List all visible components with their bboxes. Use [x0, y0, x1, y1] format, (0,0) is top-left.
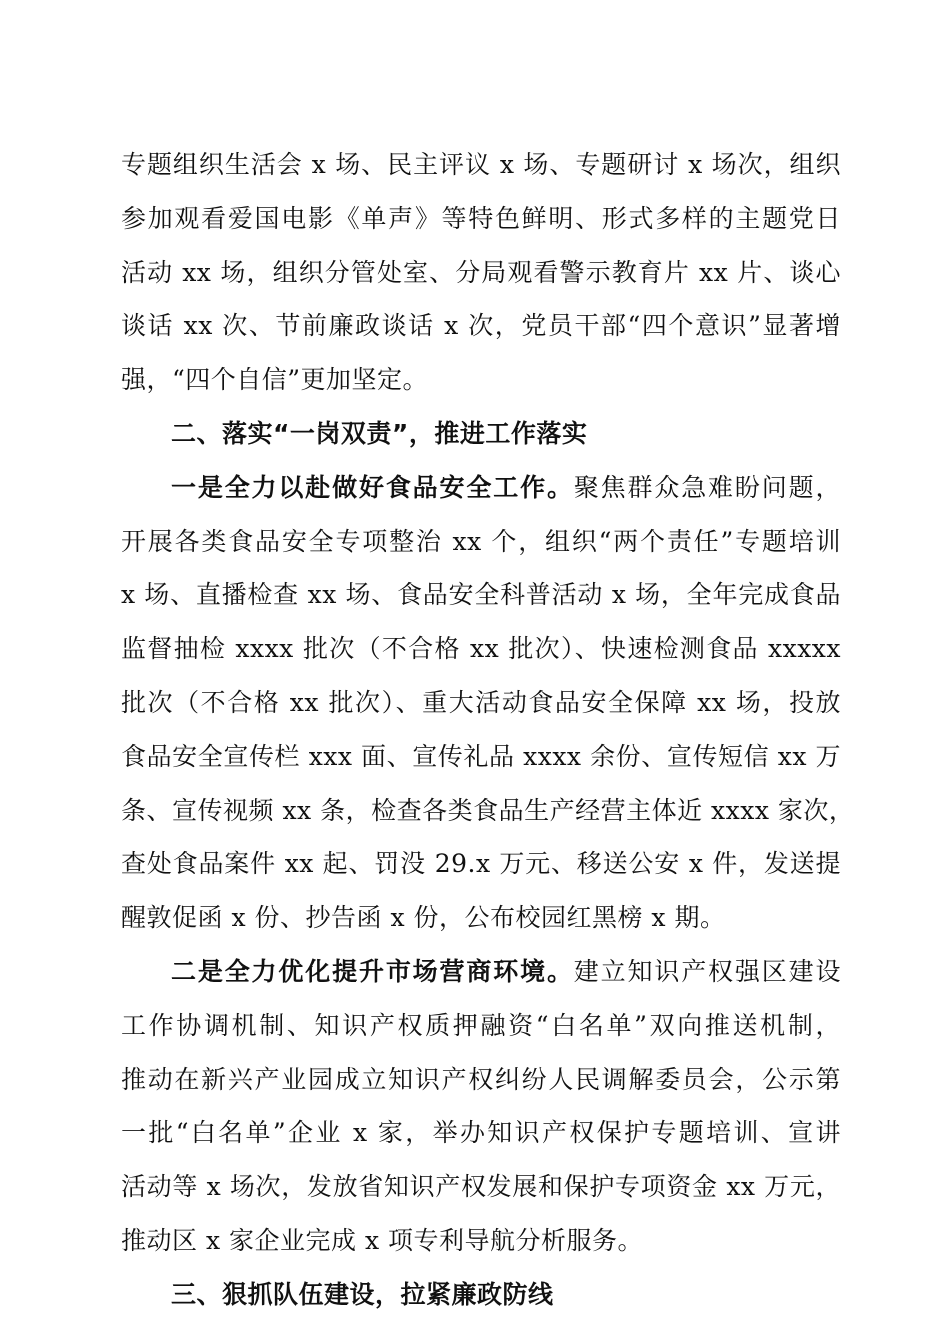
text-line-first	[121, 461, 841, 515]
text-fragment: 聚焦群众急难盼问题，	[573, 472, 841, 502]
text-line: x 场、直播检查 xx 场、食品安全科普活动 x 场，全年完成食品	[121, 580, 841, 610]
text-line: 强，“四个自信”更加坚定。	[121, 365, 429, 395]
text-line: 一批“白名单”企业 x 家，举办知识产权保护专题培训、宣讲	[121, 1118, 841, 1148]
text-line: 开展各类食品安全专项整治 xx 个，组织“两个责任”专题培训	[121, 526, 841, 556]
text-line: 推动区 x 家企业完成 x 项专利导航分析服务。	[121, 1225, 643, 1255]
section-heading-2: 二、落实“一岗双责”，推进工作落实	[171, 418, 588, 448]
text-line: 参加观看爱国电影《单声》等特色鲜明、形式多样的主题党日	[121, 203, 841, 233]
text-line: 工作协调机制、知识产权质押融资“白名单”双向推送机制，	[121, 1010, 841, 1040]
text-line: 谈话 xx 次、节前廉政谈话 x 次，党员干部“四个意识”显著增	[121, 311, 841, 341]
paragraph-business-environment	[121, 945, 841, 1268]
paragraph-party-activities	[121, 138, 841, 407]
paragraph-lead: 二是全力优化提升市场营商环境。	[171, 956, 574, 986]
paragraph-food-safety	[121, 461, 855, 945]
paragraph-lead: 一是全力以赴做好食品安全工作。	[171, 472, 574, 502]
text-line: 专题组织生活会 x 场、民主评议 x 场、专题研讨 x 场次，组织	[121, 150, 841, 179]
document-body	[121, 138, 855, 1322]
text-line: 活动等 x 场次，发放省知识产权发展和保护专项资金 xx 万元，	[121, 1172, 841, 1202]
text-line: 推动在新兴产业园成立知识产权纠纷人民调解委员会，公示第	[121, 1064, 841, 1094]
text-line: 查处食品案件 xx 起、罚没 29.x 万元、移送公安 x 件，发送提	[121, 849, 841, 879]
text-line: 监督抽检 xxxx 批次（不合格 xx 批次）、快速检测食品 xxxxx	[121, 634, 841, 664]
text-line: 醒敦促函 x 份、抄告函 x 份，公布校园红黑榜 x 期。	[121, 903, 726, 933]
text-line-first	[121, 945, 841, 999]
text-line: 条、宣传视频 xx 条，检查各类食品生产经营主体近 xxxx 家次，	[121, 795, 855, 825]
text-line: 批次（不合格 xx 批次）、重大活动食品安全保障 xx 场，投放	[121, 687, 841, 717]
section-heading-3: 三、狠抓队伍建设，拉紧廉政防线	[171, 1279, 554, 1309]
text-line: 活动 xx 场，组织分管处室、分局观看警示教育片 xx 片、谈心	[121, 257, 841, 287]
text-line: 食品安全宣传栏 xxx 面、宣传礼品 xxxx 余份、宣传短信 xx 万	[121, 741, 841, 771]
text-fragment: 建立知识产权强区建设	[573, 956, 841, 986]
